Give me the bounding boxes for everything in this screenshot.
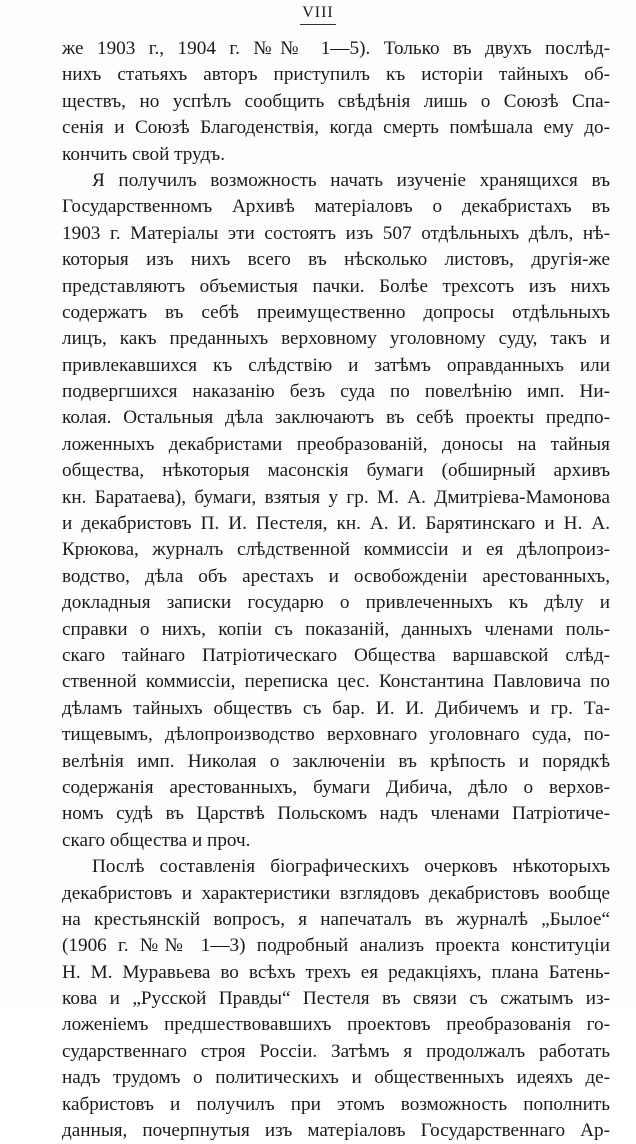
text-line: нихъ статьяхъ авторъ приступилъ къ исторіи тайныхъ об-: [62, 64, 610, 86]
text-line: кабристовъ и получилъ при этомъ возможность пополнить: [62, 1093, 610, 1115]
text-line: тищевымъ, дѣлопроизводство верховнаго уголовнаго суда, по-: [62, 724, 610, 746]
text-line: номъ судѣ въ Царствѣ Польскомъ надъ членами Патріотиче-: [62, 803, 610, 825]
text-line: представляютъ объемистыя пачки. Болѣе трехсотъ изъ нихъ: [62, 275, 610, 297]
text-line: ственной коммиссіи, переписка цес. Константина Павловича по: [62, 671, 610, 693]
text-line: привлекавшихся къ слѣдствію и затѣмъ оправданныхъ или: [62, 354, 610, 376]
text-line: содержанія арестованныхъ, бумаги Дибича, дѣло о верхов-: [62, 776, 610, 798]
text-line: сударственнаго строя Россіи. Затѣмъ я продолжалъ работать: [62, 1040, 610, 1062]
text-line: кова и „Русской Правды“ Пестеля въ связи съ сжатымъ из-: [62, 988, 610, 1010]
page-number-underline: [300, 24, 336, 25]
text-line: (1906 г. №№ 1—3) подробный анализъ проекта конституціи: [62, 935, 610, 957]
text-line: 1903 г. Матеріалы эти состоятъ изъ 507 отдѣльныхъ дѣлъ, нѣ-: [62, 222, 610, 244]
text-line: справки о нихъ, копіи съ показаній, данныхъ членами поль-: [62, 618, 610, 640]
text-line: сенія и Союзѣ Благоденствія, когда смерть помѣшала ему до-: [62, 117, 610, 139]
text-line: дѣламъ тайныхъ обществъ съ бар. И. И. Дибичемъ и гр. Та-: [62, 697, 610, 719]
text-line: подвергшихся наказанію безъ суда по повелѣнію имп. Ни-: [62, 381, 610, 403]
text-line: надъ трудомъ о политическихъ и общественныхъ идеяхъ де-: [62, 1067, 610, 1089]
text-line: данныя, почерпнутыя изъ матеріаловъ Государственнаго Ар-: [62, 1120, 610, 1142]
text-line: велѣнія имп. Николая о заключеніи въ крѣпость и порядкѣ: [62, 750, 610, 772]
page-number: VIII: [302, 4, 334, 21]
text-line: на крестьянскій вопросъ, я напечаталъ въ журналѣ „Былое“: [62, 908, 610, 930]
text-line: декабристовъ и характеристики взглядовъ декабристовъ вообще: [62, 882, 610, 904]
body-text: [62, 36, 610, 1144]
text-line: же 1903 г., 1904 г. №№ 1—5). Только въ двухъ послѣд-: [62, 38, 610, 59]
text-line: колая. Остальныя дѣла заключаютъ въ себѣ проекты предпо-: [62, 407, 610, 429]
text-line: которыя изъ нихъ всего въ нѣсколько листовъ, другія-же: [62, 249, 610, 271]
text-line: скаго тайнаго Патріотическаго Общества варшавской слѣд-: [62, 644, 610, 666]
text-line: докладныя записки государю о привлеченныхъ къ дѣлу и: [62, 592, 610, 614]
text-line: ложенныхъ декабристами преобразованій, доносы на тайныя: [62, 433, 610, 455]
text-line: Н. М. Муравьева во всѣхъ трехъ ея редакціяхъ, плана Батень-: [62, 961, 610, 983]
text-line: ложеніемъ предшествовавшихъ проектовъ преобразованія го-: [62, 1014, 610, 1036]
text-line: Я получилъ возможность начать изученіе хранящихся въ: [92, 169, 610, 191]
text-line: лицъ, какъ преданныхъ верховному уголовному суду, такъ и: [62, 328, 610, 350]
text-line: Послѣ составленія біографическихъ очерковъ нѣкоторыхъ: [92, 856, 610, 878]
text-line: содержатъ въ себѣ преимущественно допросы отдѣльныхъ: [62, 301, 610, 323]
text-line: кончить свой трудъ.: [62, 143, 225, 165]
text-line: ществъ, но успѣлъ сообщить свѣдѣнія лишь о Союзѣ Спа-: [62, 90, 610, 112]
text-line: общества, нѣкоторыя масонскія бумаги (обширный архивъ: [62, 460, 610, 482]
text-line: Государственномъ Архивѣ матеріаловъ о декабристахъ въ: [62, 196, 610, 218]
text-line: и декабристовъ П. И. Пестеля, кн. А. И. Барятинскаго и Н. А.: [62, 513, 610, 535]
text-line: кн. Баратаева), бумаги, взятыя у гр. М. А. Дмитріева-Мамонова: [62, 486, 610, 508]
text-line: водство, дѣла объ арестахъ и освобожденіи арестованныхъ,: [62, 565, 610, 587]
text-line: скаго общества и проч.: [62, 829, 251, 851]
text-line: Крюкова, журналъ слѣдственной коммиссіи и ея дѣлопроиз-: [62, 539, 610, 561]
